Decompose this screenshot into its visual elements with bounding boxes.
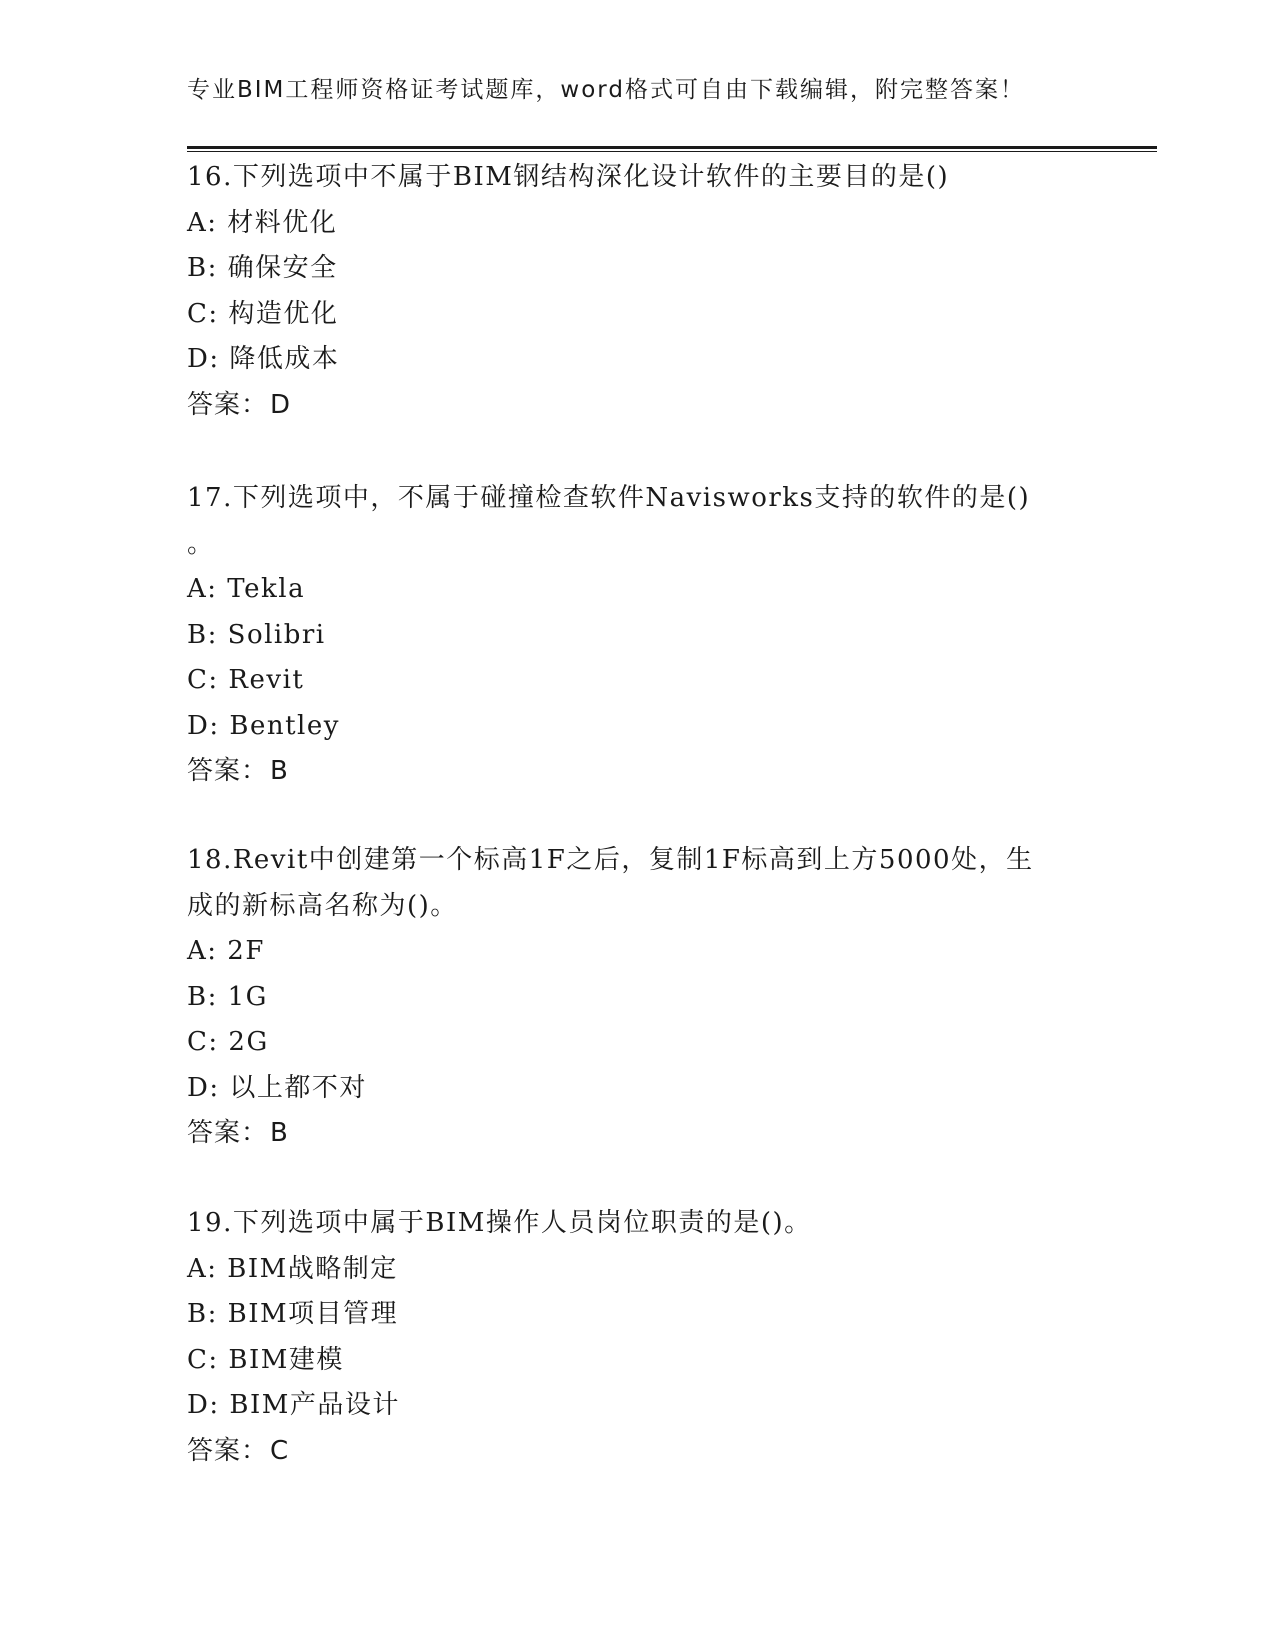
option-a: A: Tekla (187, 574, 306, 604)
question-stem: 17.下列选项中，不属于碰撞检查软件Navisworks支持的软件的是() (187, 483, 1031, 513)
option-b: B: 1G (187, 981, 268, 1012)
answer (187, 749, 1087, 795)
option-b: B: 确保安全 (187, 253, 338, 283)
answer-label: 答案： (187, 389, 269, 420)
answer-label: 答案： (187, 1118, 269, 1148)
option-c: C: BIM建模 (187, 1344, 344, 1375)
answer-label: 答案： (187, 756, 269, 786)
header-rule-thin (187, 151, 1157, 152)
option-c: C: 构造优化 (187, 298, 339, 329)
option-a: A: 2F (187, 936, 265, 966)
answer-value: B (270, 756, 288, 786)
option-d: D: 降低成本 (187, 344, 340, 374)
question-19 (187, 1201, 1087, 1474)
option-a: A: BIM战略制定 (187, 1253, 398, 1284)
option-d: D: 以上都不对 (187, 1072, 367, 1103)
answer (187, 383, 1087, 429)
answer-label: 答案： (187, 1435, 269, 1466)
option-a: A: 材料优化 (187, 207, 338, 238)
option-c: C: Revit (187, 665, 305, 695)
option-b: B: Solibri (187, 619, 326, 650)
option-b: B: BIM项目管理 (187, 1299, 399, 1329)
option-d: D: Bentley (187, 710, 340, 741)
header-rule-thick (187, 146, 1157, 149)
question-stem: 16.下列选项中不属于BIM钢结构深化设计软件的主要目的是() (187, 162, 950, 192)
option-d: D: BIM产品设计 (187, 1390, 400, 1420)
answer-value: C (270, 1435, 289, 1466)
page-header: 专业BIM工程师资格证考试题库，word格式可自由下载编辑，附完整答案！ (187, 77, 1025, 103)
question-16 (187, 155, 1087, 428)
question-stem: 19.下列选项中属于BIM操作人员岗位职责的是()。 (187, 1208, 812, 1238)
answer (187, 1111, 1087, 1157)
answer (187, 1429, 1087, 1475)
option-c: C: 2G (187, 1027, 269, 1057)
question-stem-continued: 。 (187, 528, 215, 559)
question-stem: 18.Revit中创建第一个标高1F之后，复制1F标高到上方5000处，生 (187, 845, 1034, 875)
question-18 (187, 838, 1087, 1157)
question-stem-continued: 成的新标高名称为()。 (187, 890, 458, 921)
answer-value: D (270, 389, 291, 420)
answer-value: B (270, 1118, 288, 1148)
question-17 (187, 476, 1087, 795)
